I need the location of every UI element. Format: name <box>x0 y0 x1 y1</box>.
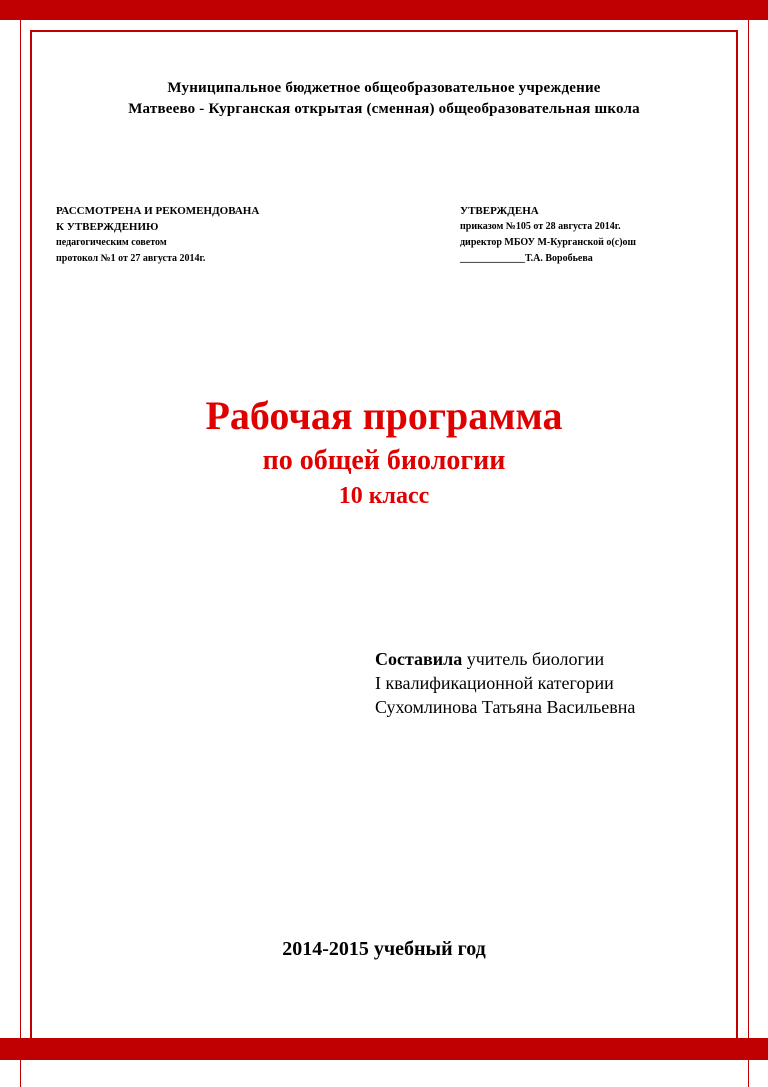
author-block <box>375 647 715 719</box>
approval-left-line-1: РАССМОТРЕНА И РЕКОМЕНДОВАНА <box>56 205 260 217</box>
institution-header <box>50 78 718 120</box>
page-frame <box>30 30 738 1057</box>
approval-right-line-2: приказом №105 от 28 августа 2014г. <box>460 221 621 232</box>
program-subject: по общей биологии <box>262 445 506 476</box>
program-title: Рабочая программа <box>205 393 563 438</box>
academic-year: 2014-2015 учебный год <box>282 938 486 960</box>
top-red-band <box>0 0 768 20</box>
approval-right-line-4: _____________Т.А. Воробьева <box>460 253 593 264</box>
bottom-red-band <box>0 1038 768 1060</box>
author-label: Составила <box>375 649 463 669</box>
institution-line-2: Матвеево - Курганская открытая (сменная) общеобразовательная школа <box>128 101 640 117</box>
author-line-3: Сухомлинова Татьяна Васильевна <box>375 697 636 717</box>
approval-right-line-3: директор МБОУ М-Курганской о(с)ош <box>460 237 636 248</box>
approval-left-line-3: педагогическим советом <box>56 237 167 248</box>
program-grade: 10 класс <box>338 483 430 509</box>
approval-approved-block <box>460 203 720 267</box>
right-border-line <box>748 0 749 1087</box>
left-border-line <box>20 0 21 1087</box>
approval-right-line-1: УТВЕРЖДЕНА <box>460 205 539 217</box>
approval-left-line-2: К УТВЕРЖДЕНИЮ <box>56 221 159 233</box>
program-title-block <box>50 392 718 510</box>
author-line-2: I квалификационной категории <box>375 673 614 693</box>
approval-left-line-4: протокол №1 от 27 августа 2014г. <box>56 253 206 264</box>
author-role: учитель биологии <box>462 649 605 669</box>
institution-line-1: Муниципальное бюджетное общеобразовательное учреждение <box>167 80 601 96</box>
approval-considered-block <box>56 203 376 267</box>
author-line-1 <box>375 647 715 671</box>
